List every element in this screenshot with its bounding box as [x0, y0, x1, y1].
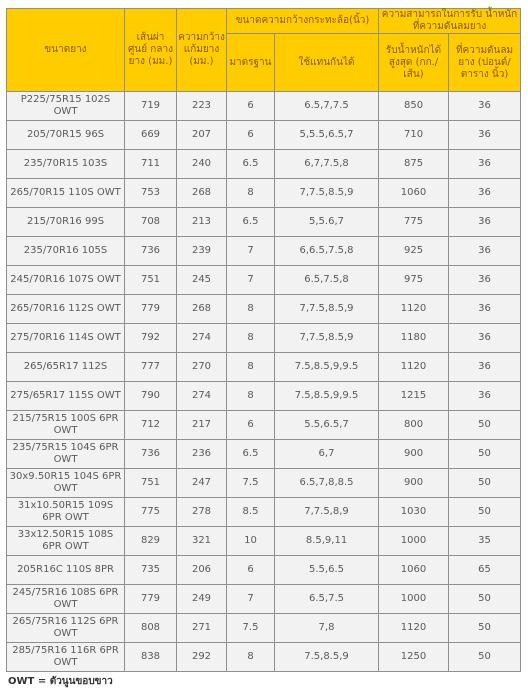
- header-rim-group: ขนาดความกว้างกระทะล้อ(นิ้ว): [227, 9, 379, 34]
- cell-rim-standard: 6: [227, 121, 275, 150]
- cell-pressure: 35: [449, 527, 521, 556]
- cell-pressure: 50: [449, 469, 521, 498]
- cell-size: 30x9.50R15 104S 6PR OWT: [7, 469, 125, 498]
- cell-rim-alternative: 7.5,8.5,9,9.5: [275, 382, 379, 411]
- cell-diameter: 753: [125, 179, 177, 208]
- cell-rim-alternative: 5,5.5,6.5,7: [275, 121, 379, 150]
- cell-rim-alternative: 7.5,8.5,9: [275, 643, 379, 672]
- cell-diameter: 838: [125, 643, 177, 672]
- cell-rim-alternative: 6.5,7,8,8.5: [275, 469, 379, 498]
- cell-diameter: 735: [125, 556, 177, 585]
- cell-size: 265/75R16 112S 6PR OWT: [7, 614, 125, 643]
- cell-size: 235/75R15 104S 6PR OWT: [7, 440, 125, 469]
- cell-pressure: 36: [449, 295, 521, 324]
- cell-max-load: 900: [379, 469, 449, 498]
- cell-diameter: 777: [125, 353, 177, 382]
- tire-spec-table: [6, 8, 521, 672]
- cell-rim-alternative: 6.5,7.5: [275, 585, 379, 614]
- cell-pressure: 36: [449, 324, 521, 353]
- header-max-load: รับน้ำหนักได้ สูงสุด (กก./เส้น): [379, 34, 449, 92]
- table-row: [7, 469, 521, 498]
- cell-rim-standard: 8: [227, 295, 275, 324]
- cell-rim-standard: 10: [227, 527, 275, 556]
- tire-spec-table-container: [6, 8, 520, 672]
- cell-max-load: 900: [379, 440, 449, 469]
- cell-diameter: 711: [125, 150, 177, 179]
- cell-max-load: 1000: [379, 585, 449, 614]
- cell-diameter: 736: [125, 237, 177, 266]
- cell-rim-standard: 8: [227, 643, 275, 672]
- cell-rim-alternative: 5.5,6.5,7: [275, 411, 379, 440]
- table-row: [7, 643, 521, 672]
- cell-width: 268: [177, 295, 227, 324]
- table-row: [7, 411, 521, 440]
- header-pressure: ที่ความดันลม ยาง (ปอนด์/ตาราง นิ้ว): [449, 34, 521, 92]
- table-row: [7, 353, 521, 382]
- cell-pressure: 50: [449, 440, 521, 469]
- cell-max-load: 875: [379, 150, 449, 179]
- cell-diameter: 779: [125, 295, 177, 324]
- cell-width: 278: [177, 498, 227, 527]
- cell-rim-alternative: 7,7.5,8.5,9: [275, 324, 379, 353]
- cell-max-load: 975: [379, 266, 449, 295]
- cell-max-load: 850: [379, 92, 449, 121]
- cell-rim-standard: 8: [227, 353, 275, 382]
- cell-width: 236: [177, 440, 227, 469]
- cell-pressure: 36: [449, 353, 521, 382]
- cell-size: 265/70R16 112S OWT: [7, 295, 125, 324]
- cell-max-load: 1250: [379, 643, 449, 672]
- cell-size: 275/70R16 114S OWT: [7, 324, 125, 353]
- cell-max-load: 1180: [379, 324, 449, 353]
- cell-rim-standard: 8.5: [227, 498, 275, 527]
- cell-size: 245/75R16 108S 6PR OWT: [7, 585, 125, 614]
- cell-size: 215/70R16 99S: [7, 208, 125, 237]
- cell-pressure: 50: [449, 498, 521, 527]
- cell-width: 206: [177, 556, 227, 585]
- cell-diameter: 751: [125, 266, 177, 295]
- cell-max-load: 710: [379, 121, 449, 150]
- cell-pressure: 65: [449, 556, 521, 585]
- cell-width: 240: [177, 150, 227, 179]
- cell-size: 215/75R15 100S 6PR OWT: [7, 411, 125, 440]
- cell-width: 247: [177, 469, 227, 498]
- table-row: [7, 382, 521, 411]
- table-row: [7, 92, 521, 121]
- cell-pressure: 36: [449, 92, 521, 121]
- cell-max-load: 775: [379, 208, 449, 237]
- table-row: [7, 266, 521, 295]
- header-width: ความกว้าง แก้มยาง (มม.): [177, 9, 227, 92]
- cell-size: 235/70R16 105S: [7, 237, 125, 266]
- table-row: [7, 179, 521, 208]
- cell-max-load: 1120: [379, 614, 449, 643]
- cell-rim-standard: 8: [227, 324, 275, 353]
- cell-rim-alternative: 5.5,6.5: [275, 556, 379, 585]
- table-row: [7, 614, 521, 643]
- cell-width: 223: [177, 92, 227, 121]
- table-row: [7, 585, 521, 614]
- cell-rim-alternative: 8.5,9,11: [275, 527, 379, 556]
- cell-diameter: 792: [125, 324, 177, 353]
- cell-width: 321: [177, 527, 227, 556]
- cell-width: 292: [177, 643, 227, 672]
- cell-rim-standard: 6: [227, 556, 275, 585]
- cell-width: 268: [177, 179, 227, 208]
- cell-pressure: 36: [449, 121, 521, 150]
- cell-diameter: 736: [125, 440, 177, 469]
- cell-rim-alternative: 7,8: [275, 614, 379, 643]
- header-diameter: เส้นผ่า ศูนย์ กลางยาง (มม.): [125, 9, 177, 92]
- header-rim-standard: มาตรฐาน: [227, 34, 275, 92]
- header-capacity-group: ความสามารถในการรับ น้ำหนักที่ความดันลมยาง: [379, 9, 521, 34]
- header-rim-alternative: ใช้แทนกันได้: [275, 34, 379, 92]
- header-size: ขนาดยาง: [7, 9, 125, 92]
- cell-size: P225/75R15 102S OWT: [7, 92, 125, 121]
- table-row: [7, 324, 521, 353]
- cell-rim-standard: 8: [227, 179, 275, 208]
- cell-width: 270: [177, 353, 227, 382]
- cell-pressure: 36: [449, 179, 521, 208]
- cell-pressure: 50: [449, 585, 521, 614]
- cell-size: 31x10.50R15 109S 6PR OWT: [7, 498, 125, 527]
- cell-width: 274: [177, 324, 227, 353]
- cell-diameter: 708: [125, 208, 177, 237]
- cell-pressure: 50: [449, 643, 521, 672]
- cell-rim-standard: 7: [227, 585, 275, 614]
- cell-pressure: 50: [449, 411, 521, 440]
- table-body: [7, 92, 521, 672]
- cell-size: 235/70R15 103S: [7, 150, 125, 179]
- table-row: [7, 237, 521, 266]
- table-row: [7, 208, 521, 237]
- cell-diameter: 829: [125, 527, 177, 556]
- cell-max-load: 1120: [379, 353, 449, 382]
- cell-rim-standard: 7.5: [227, 469, 275, 498]
- cell-pressure: 50: [449, 614, 521, 643]
- cell-rim-alternative: 6.5,7,7.5: [275, 92, 379, 121]
- footnote: OWT = ตัวนูนขอบขาว: [8, 676, 113, 687]
- cell-max-load: 1000: [379, 527, 449, 556]
- cell-pressure: 36: [449, 150, 521, 179]
- cell-rim-standard: 6: [227, 92, 275, 121]
- cell-size: 275/65R17 115S OWT: [7, 382, 125, 411]
- cell-rim-alternative: 6,6.5,7.5,8: [275, 237, 379, 266]
- cell-diameter: 751: [125, 469, 177, 498]
- cell-rim-alternative: 6,7,7.5,8: [275, 150, 379, 179]
- cell-rim-standard: 7: [227, 266, 275, 295]
- cell-rim-standard: 6.5: [227, 150, 275, 179]
- table-row: [7, 527, 521, 556]
- cell-width: 274: [177, 382, 227, 411]
- cell-max-load: 925: [379, 237, 449, 266]
- cell-rim-standard: 6: [227, 411, 275, 440]
- cell-width: 213: [177, 208, 227, 237]
- table-row: [7, 121, 521, 150]
- cell-width: 207: [177, 121, 227, 150]
- cell-pressure: 36: [449, 208, 521, 237]
- table-row: [7, 440, 521, 469]
- table-row: [7, 498, 521, 527]
- cell-rim-standard: 8: [227, 382, 275, 411]
- cell-width: 271: [177, 614, 227, 643]
- cell-size: 285/75R16 116R 6PR OWT: [7, 643, 125, 672]
- cell-diameter: 669: [125, 121, 177, 150]
- header-row-top: [7, 9, 521, 34]
- cell-rim-alternative: 5,5.6,7: [275, 208, 379, 237]
- cell-max-load: 800: [379, 411, 449, 440]
- cell-rim-alternative: 6,7: [275, 440, 379, 469]
- table-row: [7, 295, 521, 324]
- cell-width: 249: [177, 585, 227, 614]
- cell-size: 33x12.50R15 108S 6PR OWT: [7, 527, 125, 556]
- cell-width: 239: [177, 237, 227, 266]
- cell-diameter: 779: [125, 585, 177, 614]
- cell-width: 217: [177, 411, 227, 440]
- cell-size: 205R16C 110S 8PR: [7, 556, 125, 585]
- cell-diameter: 808: [125, 614, 177, 643]
- cell-rim-standard: 7.5: [227, 614, 275, 643]
- cell-pressure: 36: [449, 237, 521, 266]
- cell-diameter: 719: [125, 92, 177, 121]
- cell-diameter: 775: [125, 498, 177, 527]
- cell-pressure: 36: [449, 382, 521, 411]
- cell-rim-standard: 6.5: [227, 208, 275, 237]
- cell-max-load: 1060: [379, 556, 449, 585]
- cell-rim-alternative: 7.5,8.5,9,9.5: [275, 353, 379, 382]
- cell-rim-alternative: 7,7.5,8.5,9: [275, 179, 379, 208]
- cell-max-load: 1030: [379, 498, 449, 527]
- cell-size: 245/70R16 107S OWT: [7, 266, 125, 295]
- cell-rim-alternative: 6.5,7.5,8: [275, 266, 379, 295]
- cell-diameter: 790: [125, 382, 177, 411]
- cell-max-load: 1215: [379, 382, 449, 411]
- cell-max-load: 1060: [379, 179, 449, 208]
- cell-size: 265/65R17 112S: [7, 353, 125, 382]
- table-row: [7, 150, 521, 179]
- cell-width: 245: [177, 266, 227, 295]
- cell-rim-standard: 7: [227, 237, 275, 266]
- cell-pressure: 36: [449, 266, 521, 295]
- cell-rim-alternative: 7,7.5,8.5,9: [275, 295, 379, 324]
- cell-size: 205/70R15 96S: [7, 121, 125, 150]
- cell-diameter: 712: [125, 411, 177, 440]
- cell-size: 265/70R15 110S OWT: [7, 179, 125, 208]
- cell-rim-standard: 6.5: [227, 440, 275, 469]
- table-row: [7, 556, 521, 585]
- cell-rim-alternative: 7,7.5,8,9: [275, 498, 379, 527]
- cell-max-load: 1120: [379, 295, 449, 324]
